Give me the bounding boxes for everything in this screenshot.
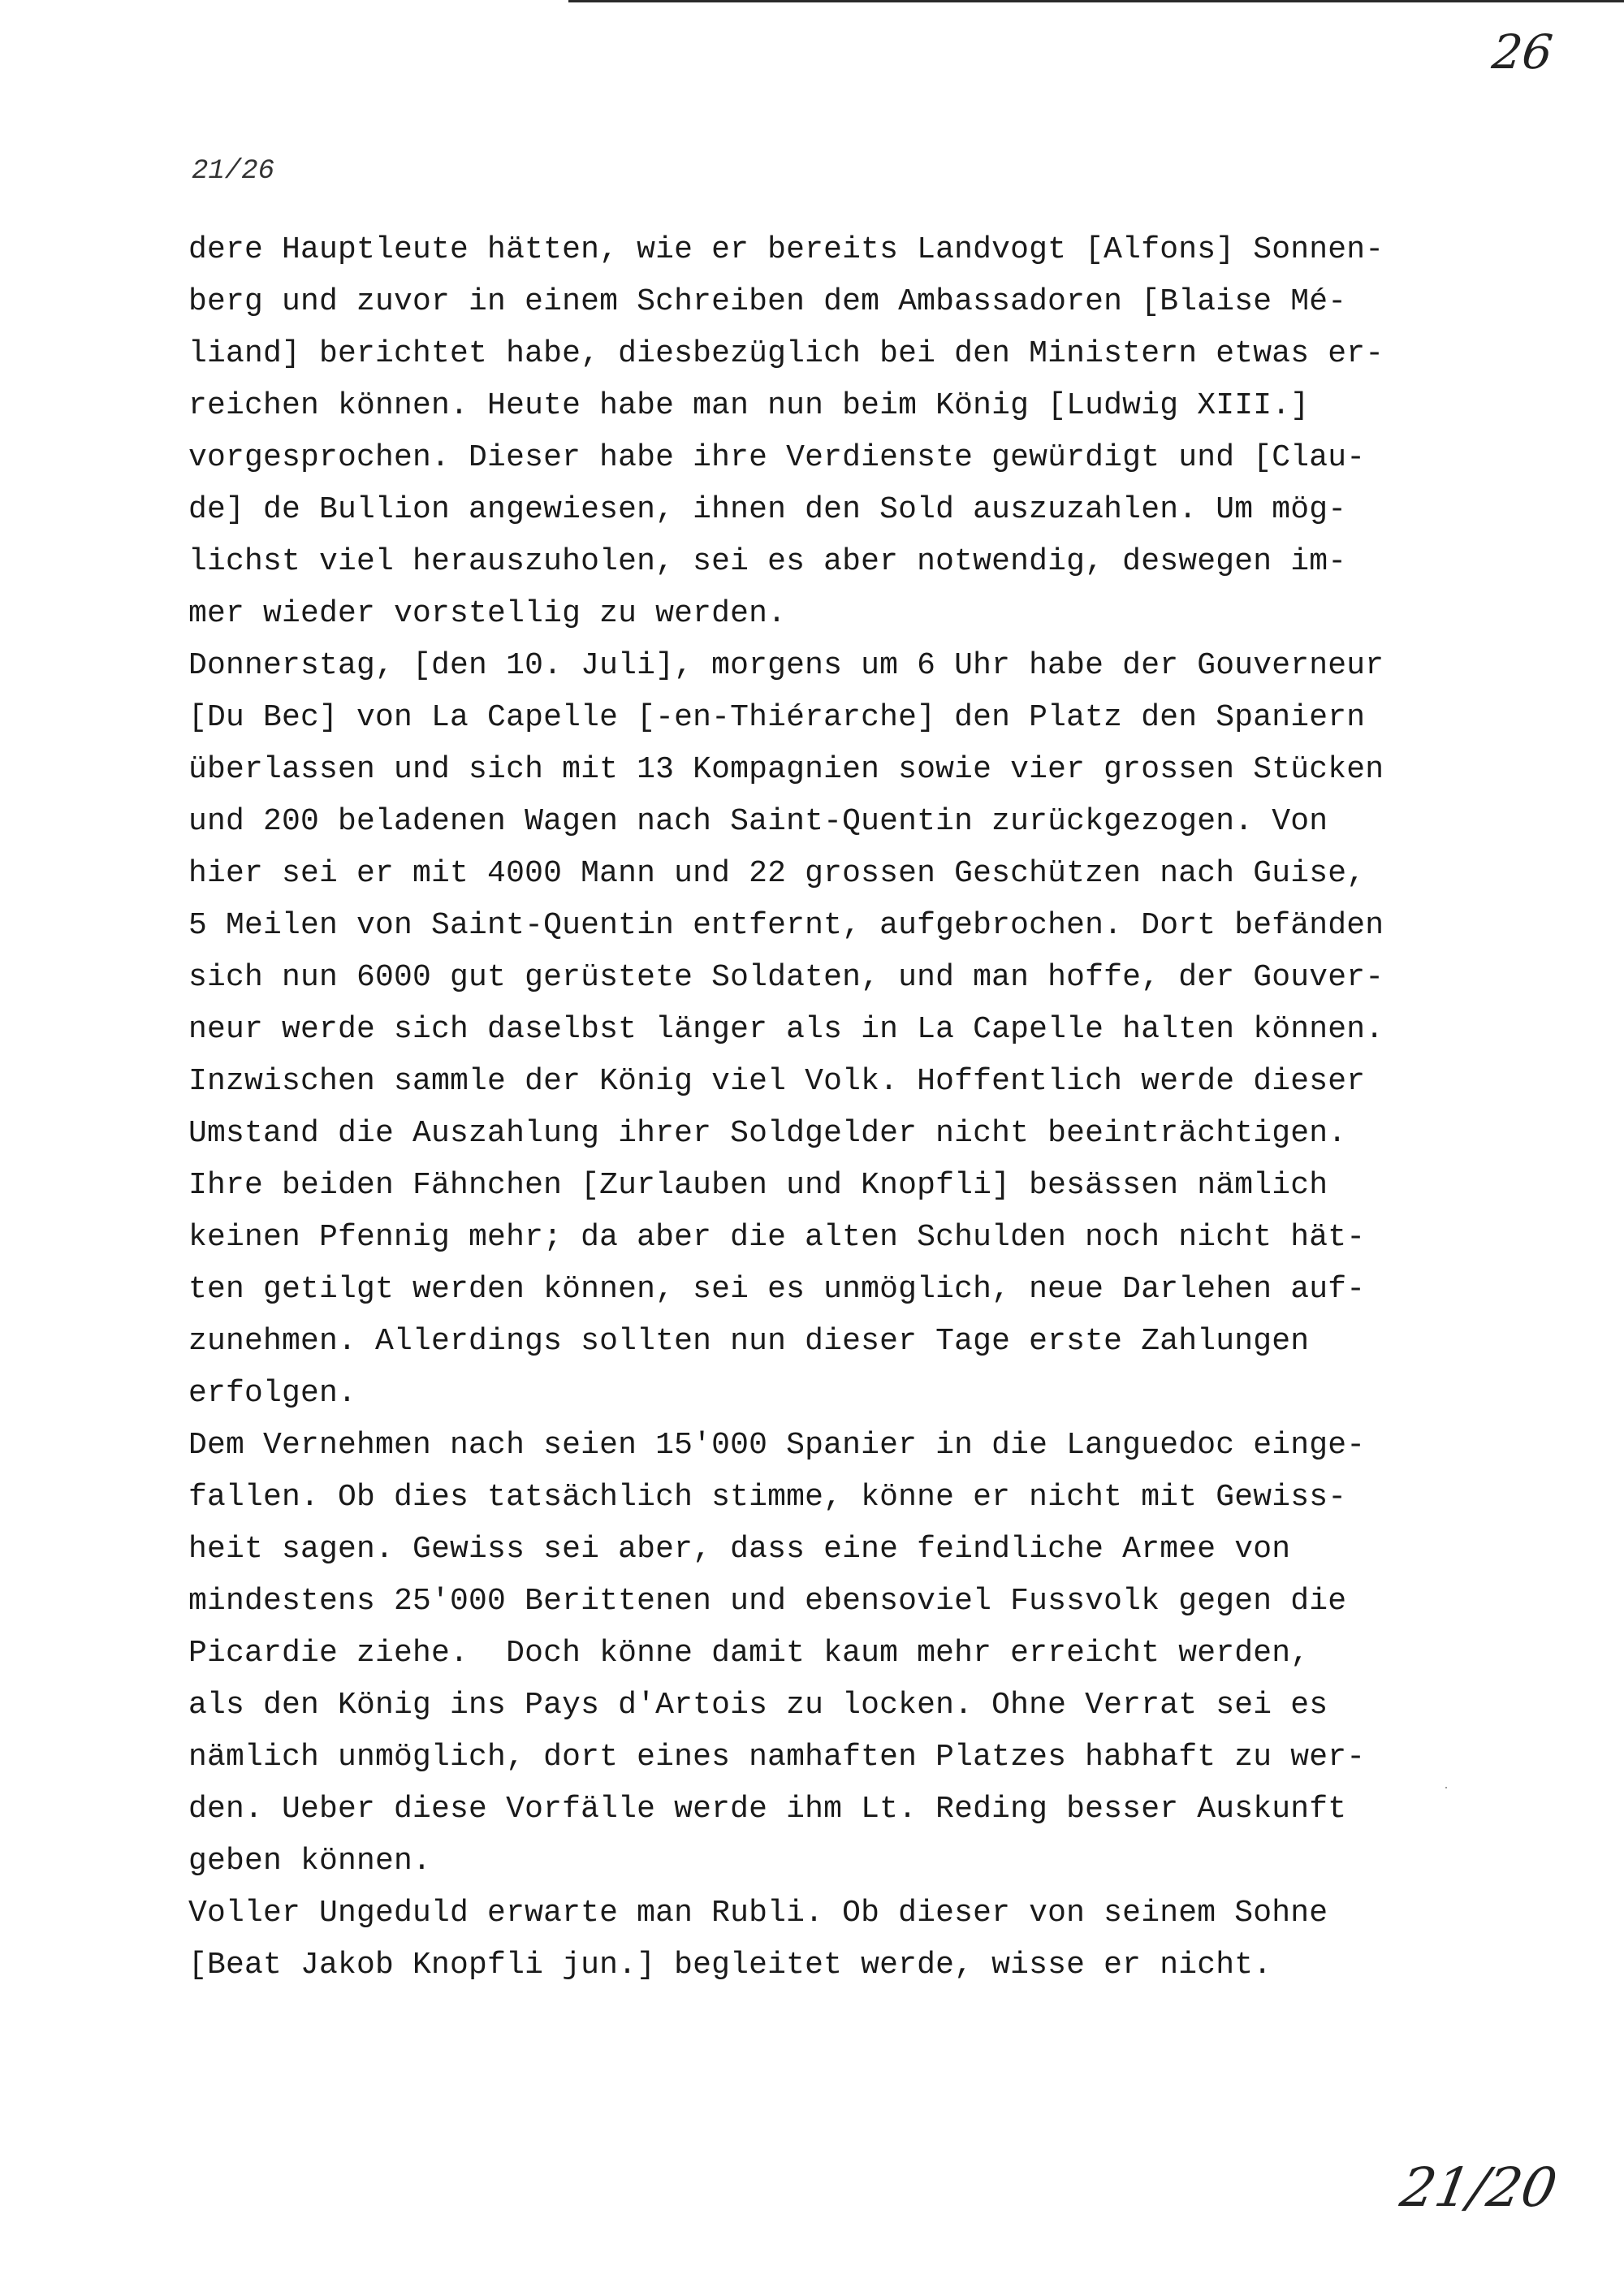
paper-speck xyxy=(1445,1787,1447,1788)
text-line: dere Hauptleute hätten, wie er bereits Landvogt [Alfons] Sonnen- xyxy=(188,232,1384,267)
reference-number: 21/26 xyxy=(192,156,275,187)
text-line: sich nun 6000 gut gerüstete Soldaten, und man hoffe, der Gouver- xyxy=(188,960,1384,995)
text-line: geben können. xyxy=(188,1844,432,1879)
text-line: Dem Vernehmen nach seien 15'000 Spanier in die Languedoc einge- xyxy=(188,1428,1366,1463)
text-line: Picardie ziehe. Doch könne damit kaum mehr erreicht werden, xyxy=(188,1636,1310,1671)
text-line: 5 Meilen von Saint-Quentin entfernt, aufgebrochen. Dort befänden xyxy=(188,908,1384,943)
top-border-line xyxy=(568,0,1624,2)
text-line: mindestens 25'000 Berittenen und ebensoviel Fussvolk gegen die xyxy=(188,1584,1347,1619)
text-line: lichst viel herauszuholen, sei es aber notwendig, deswegen im- xyxy=(188,544,1347,579)
text-line: reichen können. Heute habe man nun beim König [Ludwig XIII.] xyxy=(188,388,1310,423)
text-line: hier sei er mit 4000 Mann und 22 grossen Geschützen nach Guise, xyxy=(188,856,1366,891)
handwritten-page-number: 26 xyxy=(1489,24,1556,80)
text-line: [Du Bec] von La Capelle [-en-Thiérarche] den Platz den Spaniern xyxy=(188,700,1366,735)
text-line: heit sagen. Gewiss sei aber, dass eine feindliche Armee von xyxy=(188,1532,1291,1567)
text-line: liand] berichtet habe, diesbezüglich bei den Ministern etwas er- xyxy=(188,336,1384,371)
text-line: Ihre beiden Fähnchen [Zurlauben und Knopfli] besässen nämlich xyxy=(188,1168,1328,1203)
text-line: vorgesprochen. Dieser habe ihre Verdienste gewürdigt und [Clau- xyxy=(188,440,1366,475)
text-line: als den König ins Pays d'Artois zu locken. Ohne Verrat sei es xyxy=(188,1688,1328,1723)
text-line: fallen. Ob dies tatsächlich stimme, könne er nicht mit Gewiss- xyxy=(188,1480,1347,1515)
text-line: [Beat Jakob Knopfli jun.] begleitet werde, wisse er nicht. xyxy=(188,1948,1272,1983)
handwritten-folio-mark: 21/20 xyxy=(1396,2156,1561,2219)
document-body xyxy=(188,224,1520,1991)
text-line: Inzwischen sammle der König viel Volk. Hoffentlich werde dieser xyxy=(188,1064,1366,1099)
text-line: keinen Pfennig mehr; da aber die alten Schulden noch nicht hät- xyxy=(188,1220,1366,1255)
text-line: zunehmen. Allerdings sollten nun dieser Tage erste Zahlungen xyxy=(188,1324,1310,1359)
text-line: erfolgen. xyxy=(188,1376,357,1411)
text-line: de] de Bullion angewiesen, ihnen den Sold auszuzahlen. Um mög- xyxy=(188,492,1347,527)
text-line: Voller Ungeduld erwarte man Rubli. Ob dieser von seinem Sohne xyxy=(188,1896,1328,1931)
text-line: Umstand die Auszahlung ihrer Soldgelder nicht beeinträchtigen. xyxy=(188,1116,1347,1151)
text-line: berg und zuvor in einem Schreiben dem Ambassadoren [Blaise Mé- xyxy=(188,284,1347,319)
text-line: und 200 beladenen Wagen nach Saint-Quentin zurückgezogen. Von xyxy=(188,804,1328,839)
text-line: neur werde sich daselbst länger als in La Capelle halten können. xyxy=(188,1012,1384,1047)
text-line: überlassen und sich mit 13 Kompagnien sowie vier grossen Stücken xyxy=(188,752,1384,787)
text-line: nämlich unmöglich, dort eines namhaften Platzes habhaft zu wer- xyxy=(188,1740,1366,1775)
text-line: ten getilgt werden können, sei es unmöglich, neue Darlehen auf- xyxy=(188,1272,1366,1307)
text-line: Donnerstag, [den 10. Juli], morgens um 6 Uhr habe der Gouverneur xyxy=(188,648,1384,683)
text-line: mer wieder vorstellig zu werden. xyxy=(188,596,787,631)
text-line: den. Ueber diese Vorfälle werde ihm Lt. Reding besser Auskunft xyxy=(188,1792,1347,1827)
